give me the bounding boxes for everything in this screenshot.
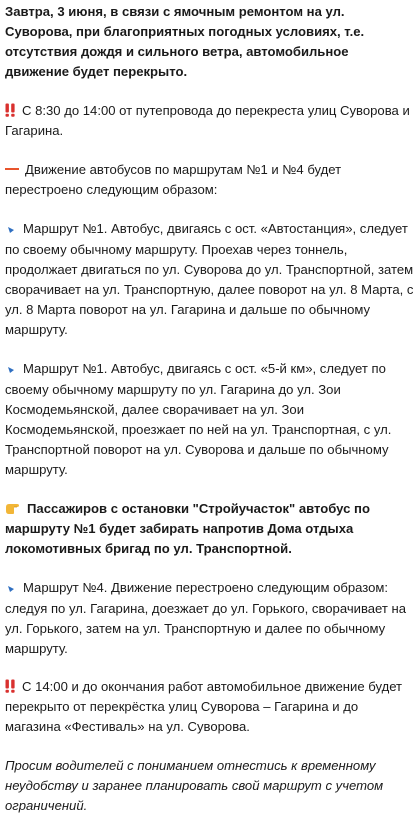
passenger-pickup-text: Пассажиров с остановки "Стройучасток" автобус по маршруту №1 будет забирать напротив Дома отдыха локомотивных бригад по ул. Транспортной. <box>5 501 370 556</box>
small-blue-diamond-icon <box>7 360 15 380</box>
small-blue-diamond-icon <box>7 579 15 599</box>
route-1-from-bus-station-text: Маршрут №1. Автобус, двигаясь с ост. «Автостанция», следует по своему обычному маршруту. Проехав через тоннель, продолжает двигаться по ул. Суворова до ул. Транспортной, затем сворачивает на ул. Транспортную, далее поворот на ул. 8 Марта, с ул. 8 Марта поворот на ул. Гагарина и дальше по обычному маршруту. <box>5 221 414 337</box>
passenger-pickup-note <box>5 499 414 559</box>
route-1-from-5km <box>5 359 414 480</box>
pointing-hand-icon <box>5 501 21 515</box>
route-1-from-bus-station <box>5 219 414 340</box>
intro-paragraph: Завтра, 3 июня, в связи с ямочным ремонтом на ул. Суворова, при благоприятных погодных условиях, т.е. отсутствия дождя и сильного ветра, автомобильное движение будет перекрыто. <box>5 4 365 79</box>
closure-time-text: С 8:30 до 14:00 от путепровода до перекреста улиц Суворова и Гагарина. <box>5 103 410 138</box>
route-4-text: Маршрут №4. Движение перестроено следующим образом: следуя по ул. Гагарина, доезжает до ул. Горького, сворачивает на ул. Горького, затем на ул. Транспортную и далее по обычному маршруту. <box>5 580 407 656</box>
double-exclamation-icon <box>5 103 16 117</box>
closing-request: Просим водителей с пониманием отнестись к временному неудобству и заранее планировать свой маршрут с учетом ограничений. <box>5 758 384 813</box>
closure-time-paragraph <box>5 101 414 141</box>
double-exclamation-icon <box>5 679 16 693</box>
route-4-paragraph <box>5 578 414 659</box>
afternoon-closure-paragraph <box>5 677 414 737</box>
bus-routes-intro <box>5 160 414 200</box>
small-blue-diamond-icon <box>7 220 15 240</box>
orange-dash-icon <box>5 168 19 170</box>
bus-routes-intro-text: Движение автобусов по маршрутам №1 и №4 будет перестроено следующим образом: <box>5 162 342 197</box>
route-1-from-5km-text: Маршрут №1. Автобус, двигаясь с ост. «5-й км», следует по своему обычному маршруту по ул. Гагарина до ул. Зои Космодемьянской, далее сворачивает на ул. Зои Космодемьянской, проезжает по ней на ул. Транспортная, с ул. Транспортной поворот на ул. Суворова и дальше по обычному маршруту. <box>5 361 392 477</box>
afternoon-closure-text: С 14:00 и до окончания работ автомобильное движение будет перекрыто от перекрёстка улиц Суворова – Гагарина и до магазина «Фестиваль» на ул. Суворова. <box>5 679 403 734</box>
